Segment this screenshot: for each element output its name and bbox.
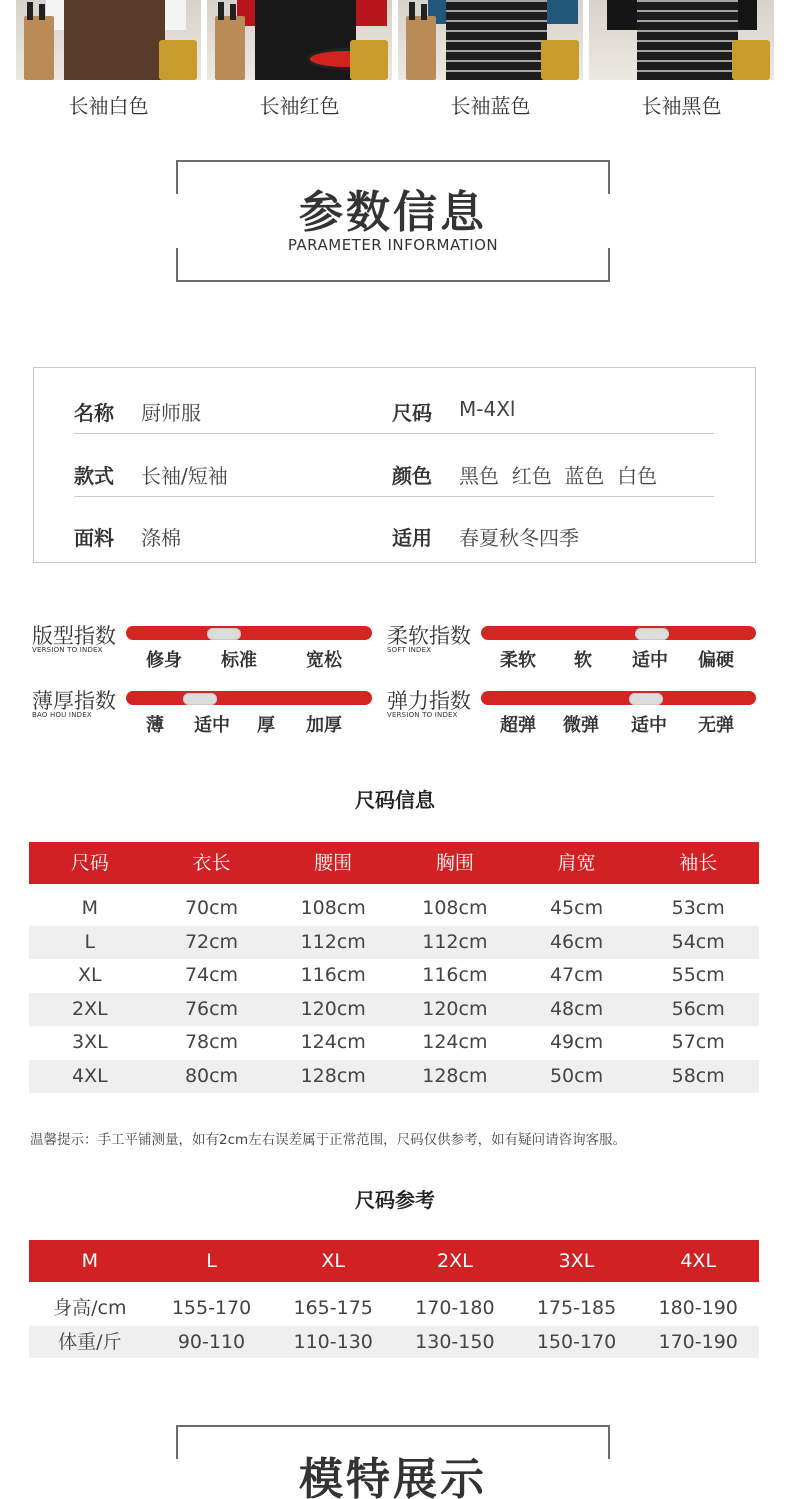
table-cell: 3XL — [71, 1031, 108, 1053]
index-option: 标准 — [221, 650, 257, 671]
index-option: 超弹 — [500, 715, 536, 736]
table-row — [29, 1026, 759, 1060]
table-header — [29, 1240, 759, 1282]
index-slider-knob — [207, 628, 241, 640]
table-cell: 48cm — [549, 997, 604, 1020]
index-slider-knob — [183, 693, 217, 705]
param-key: 尺码 — [392, 401, 432, 425]
index-option: 厚 — [257, 715, 275, 736]
index-option: 适中 — [631, 715, 667, 736]
index-option: 宽松 — [306, 650, 342, 671]
header-cell: 4XL — [680, 1250, 717, 1272]
param-row — [74, 497, 714, 559]
param-value: M-4Xl — [459, 397, 516, 421]
index-en-label: BAO HOU INDEX — [32, 711, 92, 719]
thickness-index — [32, 685, 374, 735]
index-option: 适中 — [632, 650, 668, 671]
table-cell: 124cm — [422, 1031, 488, 1053]
header-cell: XL — [321, 1250, 345, 1272]
swatch-photo-black[interactable] — [589, 0, 774, 80]
table-cell: 50cm — [549, 1064, 604, 1087]
index-option: 偏硬 — [698, 650, 734, 671]
param-key: 面料 — [74, 526, 114, 550]
table-cell: 80cm — [184, 1064, 239, 1087]
table-row — [29, 926, 759, 960]
header-cell: L — [206, 1250, 217, 1272]
table-cell: 58cm — [671, 1064, 725, 1087]
index-en-label: VERSION TO INDEX — [387, 711, 458, 719]
section-title: 参数信息 — [299, 187, 487, 238]
table-cell: 身高/cm — [53, 1297, 127, 1319]
param-row — [74, 435, 714, 497]
index-bar — [481, 691, 756, 705]
soft-index — [387, 620, 757, 670]
param-key: 颜色 — [392, 464, 432, 488]
index-option: 加厚 — [306, 715, 342, 736]
size-ref-table — [29, 1240, 759, 1358]
table-cell: 130-150 — [415, 1331, 495, 1353]
index-en-label: VERSION TO INDEX — [32, 646, 103, 654]
table-row — [29, 892, 759, 926]
table-cell: 150-170 — [536, 1331, 617, 1353]
param-value: 黑色 红色 蓝色 白色 — [459, 464, 658, 488]
model-heading — [176, 1425, 610, 1499]
table-cell: 112cm — [422, 930, 488, 953]
table-header — [29, 842, 759, 884]
table-cell: 170-190 — [658, 1331, 738, 1353]
color-swatch-strip — [16, 0, 774, 80]
header-cell: 尺码 — [70, 852, 109, 874]
table-cell: 55cm — [671, 964, 725, 986]
table-cell: 47cm — [549, 964, 604, 986]
table-cell: 165-175 — [293, 1297, 373, 1319]
parameter-heading — [176, 160, 610, 282]
table-cell: 4XL — [71, 1064, 108, 1087]
table-cell: 54cm — [671, 930, 725, 953]
table-cell: 体重/斤 — [58, 1331, 122, 1353]
table-cell: 116cm — [300, 964, 366, 986]
table-cell: 57cm — [671, 1031, 725, 1053]
table-cell: 108cm — [422, 897, 488, 919]
index-bar — [481, 626, 756, 640]
index-option: 无弹 — [698, 715, 734, 736]
swatch-label: 长袖白色 — [68, 94, 149, 118]
table-cell: 46cm — [549, 930, 604, 953]
table-cell: 70cm — [184, 897, 239, 919]
table-cell: 120cm — [300, 997, 366, 1020]
header-cell: 袖长 — [679, 852, 718, 874]
table-cell: 2XL — [71, 997, 108, 1020]
index-en-label: SOFT INDEX — [387, 646, 432, 654]
param-key: 适用 — [392, 526, 432, 550]
table-row — [29, 1326, 759, 1358]
param-value: 厨师服 — [141, 401, 201, 425]
table-row — [29, 993, 759, 1027]
swatch-label: 长袖红色 — [259, 94, 340, 118]
index-bar — [126, 626, 372, 640]
index-option: 微弹 — [563, 715, 599, 736]
table-cell: 116cm — [422, 964, 488, 986]
size-ref-title: 尺码参考 — [355, 1188, 435, 1212]
table-cell: 74cm — [184, 964, 239, 986]
size-note: 温馨提示：手工平铺测量，如有2cm左右误差属于正常范围，尺码仅供参考，如有疑问请咨询客服。 — [30, 1132, 627, 1148]
table-cell: L — [84, 930, 96, 953]
table-cell: 170-180 — [415, 1297, 495, 1319]
size-info-title: 尺码信息 — [355, 788, 435, 812]
table-cell: 128cm — [422, 1064, 488, 1087]
swatch-photo-white[interactable] — [16, 0, 201, 80]
index-slider-knob — [629, 693, 663, 705]
swatch-photo-red[interactable] — [207, 0, 392, 80]
elasticity-index — [387, 685, 757, 735]
param-key: 名称 — [74, 401, 114, 425]
table-cell: 72cm — [184, 930, 239, 953]
swatch-labels — [16, 90, 774, 119]
table-row — [29, 959, 759, 993]
header-cell: M — [81, 1250, 99, 1272]
fit-index — [32, 620, 374, 670]
param-value: 春夏秋冬四季 — [459, 526, 579, 550]
table-cell: 128cm — [300, 1064, 366, 1087]
swatch-label: 长袖黑色 — [641, 94, 722, 118]
param-value: 长袖/短袖 — [141, 464, 228, 488]
index-label: 薄厚指数 — [32, 689, 116, 713]
size-info-table — [29, 842, 759, 1093]
header-cell: 3XL — [558, 1250, 595, 1272]
table-cell: 124cm — [300, 1031, 366, 1053]
index-option: 适中 — [194, 715, 230, 736]
index-label: 弹力指数 — [387, 689, 471, 713]
index-bar — [126, 691, 372, 705]
param-row — [74, 372, 714, 434]
index-label: 版型指数 — [32, 624, 116, 648]
table-cell: 175-185 — [536, 1297, 617, 1319]
table-cell: 78cm — [184, 1031, 239, 1053]
index-label: 柔软指数 — [387, 624, 471, 648]
header-cell: 胸围 — [435, 852, 474, 874]
index-slider-knob — [635, 628, 669, 640]
table-cell: 53cm — [671, 897, 725, 919]
swatch-photo-blue[interactable] — [398, 0, 583, 80]
table-cell: 49cm — [549, 1031, 604, 1053]
table-cell: 155-170 — [171, 1297, 252, 1319]
header-cell: 2XL — [437, 1250, 473, 1272]
table-cell: 108cm — [300, 897, 366, 919]
table-cell: M — [81, 897, 99, 919]
table-cell: 180-190 — [658, 1297, 738, 1319]
section-subtitle: PARAMETER INFORMATION — [287, 236, 499, 254]
table-row — [29, 1060, 759, 1094]
param-value: 涤棉 — [141, 526, 181, 550]
index-option: 柔软 — [500, 650, 536, 671]
table-cell: 120cm — [422, 997, 488, 1020]
table-cell: 56cm — [671, 997, 725, 1020]
table-cell: 112cm — [300, 930, 366, 953]
header-cell: 衣长 — [192, 852, 231, 874]
section-title: 模特展示 — [299, 1454, 487, 1499]
index-option: 软 — [574, 650, 592, 671]
index-option: 薄 — [146, 715, 164, 736]
table-cell: XL — [78, 964, 102, 986]
table-cell: 45cm — [549, 897, 604, 919]
index-option: 修身 — [146, 650, 182, 671]
table-row — [29, 1290, 759, 1326]
header-cell: 肩宽 — [557, 852, 596, 874]
table-cell: 110-130 — [293, 1331, 373, 1353]
table-cell: 90-110 — [177, 1331, 246, 1353]
param-key: 款式 — [74, 464, 114, 488]
table-cell: 76cm — [184, 997, 239, 1020]
parameter-table — [33, 367, 756, 563]
swatch-label: 长袖蓝色 — [450, 94, 531, 118]
header-cell: 腰围 — [314, 852, 353, 874]
frame-bottom-border — [176, 248, 610, 282]
